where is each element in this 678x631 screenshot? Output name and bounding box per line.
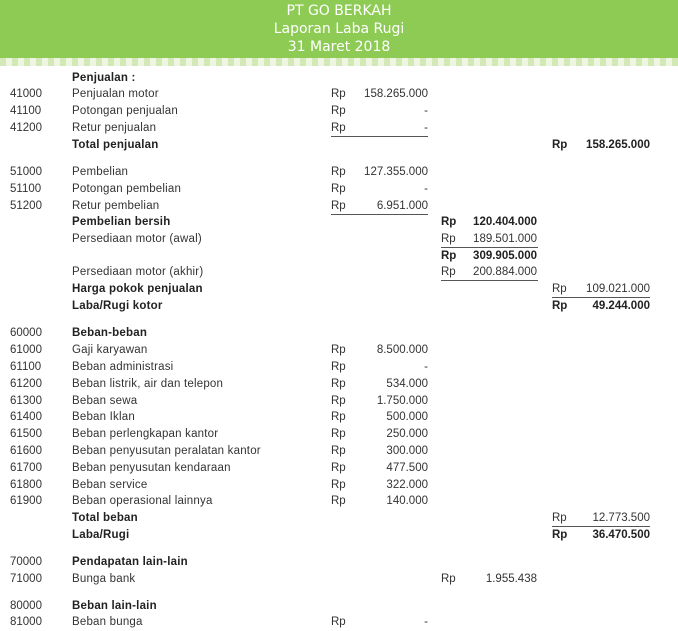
amount: 1.955.438 [485, 573, 537, 585]
row-label: Beban penyusutan kendaraan [72, 462, 231, 474]
account-code: 41200 [10, 122, 42, 134]
currency-label: Rp [331, 462, 346, 474]
amount: - [424, 183, 428, 195]
subtotal-row [0, 264, 678, 281]
row-label: Penjualan motor [72, 88, 159, 100]
account-row [0, 614, 678, 631]
account-row [0, 181, 678, 198]
row-label: Beban-beban [72, 327, 148, 339]
row-label: Beban penyusutan peralatan kantor [72, 445, 261, 457]
currency-label: Rp [331, 428, 346, 440]
currency-label: Rp [331, 445, 346, 457]
amount: 109.021.000 [586, 283, 650, 295]
currency-label: Rp [331, 105, 346, 117]
amount: - [424, 361, 428, 373]
row-label: Beban listrik, air dan telepon [72, 378, 224, 390]
currency-label: Rp [331, 183, 346, 195]
row-label: Beban operasional lainnya [72, 495, 213, 507]
account-row [0, 409, 678, 426]
total-row [0, 527, 678, 544]
currency-label: Rp [331, 361, 346, 373]
account-code: 80000 [10, 600, 42, 612]
row-label: Persediaan motor (akhir) [72, 266, 204, 278]
currency-label: Rp [441, 233, 456, 245]
amount: 309.905.000 [473, 250, 537, 262]
account-row [0, 342, 678, 359]
amount: - [424, 105, 428, 117]
account-code: 61000 [10, 344, 42, 356]
row-label: Penjualan : [72, 72, 136, 84]
section-heading [0, 554, 678, 571]
account-row [0, 393, 678, 410]
amount: 200.884.000 [473, 266, 537, 278]
currency-label: Rp [552, 512, 567, 524]
report-date: 31 Maret 2018 [287, 39, 391, 55]
row-label: Beban service [72, 479, 148, 491]
row-label: Beban sewa [72, 395, 138, 407]
row-label: Gaji karyawan [72, 344, 148, 356]
account-row [0, 571, 678, 588]
amount: 12.773.500 [592, 512, 650, 524]
row-label: Beban bunga [72, 616, 143, 628]
account-code: 61400 [10, 411, 42, 423]
currency-label: Rp [331, 479, 346, 491]
currency-label: Rp [331, 395, 346, 407]
currency-label: Rp [552, 300, 568, 312]
currency-label: Rp [441, 573, 456, 585]
account-row [0, 164, 678, 181]
currency-label: Rp [331, 200, 346, 212]
amount: 1.750.000 [376, 395, 428, 407]
amount: 158.265.000 [364, 88, 428, 100]
section-heading [0, 325, 678, 342]
row-label: Pendapatan lain-lain [72, 556, 188, 568]
company-name: PT GO BERKAH [286, 3, 392, 19]
total-row [0, 298, 678, 315]
account-row [0, 376, 678, 393]
account-code: 61700 [10, 462, 42, 474]
account-row [0, 198, 678, 215]
account-row [0, 426, 678, 443]
row-label: Potongan penjualan [72, 105, 178, 117]
currency-label: Rp [441, 216, 457, 228]
amount: 322.000 [386, 479, 428, 491]
account-row [0, 86, 678, 103]
account-row [0, 103, 678, 120]
account-code: 61200 [10, 378, 42, 390]
currency-label: Rp [331, 166, 346, 178]
amount: 250.000 [386, 428, 428, 440]
currency-label: Rp [552, 283, 567, 295]
currency-label: Rp [441, 266, 456, 278]
account-code: 41000 [10, 88, 42, 100]
amount: 534.000 [386, 378, 428, 390]
account-row [0, 460, 678, 477]
row-label: Beban lain-lain [72, 600, 157, 612]
row-label: Beban administrasi [72, 361, 174, 373]
row-label: Harga pokok penjualan [72, 283, 203, 295]
row-label: Laba/Rugi kotor [72, 300, 163, 312]
account-code: 61800 [10, 479, 42, 491]
account-code: 61900 [10, 495, 42, 507]
account-code: 70000 [10, 556, 42, 568]
row-label: Total beban [72, 512, 138, 524]
account-row [0, 443, 678, 460]
total-row [0, 137, 678, 154]
section-heading [0, 70, 678, 87]
currency-label: Rp [331, 616, 346, 628]
currency-label: Rp [441, 250, 457, 262]
account-row [0, 493, 678, 510]
account-code: 81000 [10, 616, 42, 628]
section-heading [0, 598, 678, 615]
row-label: Beban Iklan [72, 411, 135, 423]
row-label: Laba/Rugi [72, 529, 130, 541]
row-label: Beban perlengkapan kantor [72, 428, 219, 440]
amount: - [424, 122, 428, 134]
amount: 189.501.000 [473, 233, 537, 245]
account-code: 51000 [10, 166, 42, 178]
amount: 477.500 [386, 462, 428, 474]
amount: 140.000 [386, 495, 428, 507]
amount: 8.500.000 [376, 344, 428, 356]
amount: 36.470.500 [592, 529, 650, 541]
account-code: 60000 [10, 327, 42, 339]
account-code: 51200 [10, 200, 42, 212]
amount: 500.000 [386, 411, 428, 423]
account-row [0, 359, 678, 376]
total-row [0, 510, 678, 527]
account-code: 41100 [10, 105, 42, 117]
account-code: 61500 [10, 428, 42, 440]
subtotal-row [0, 214, 678, 231]
account-row [0, 477, 678, 494]
amount: 49.244.000 [592, 300, 650, 312]
subtotal-row [0, 231, 678, 248]
currency-label: Rp [331, 411, 346, 423]
currency-label: Rp [331, 495, 346, 507]
row-label: Retur pembelian [72, 200, 160, 212]
currency-label: Rp [552, 529, 568, 541]
account-code: 61300 [10, 395, 42, 407]
account-code: 71000 [10, 573, 42, 585]
row-label: Bunga bank [72, 573, 136, 585]
currency-label: Rp [331, 344, 346, 356]
account-code: 61600 [10, 445, 42, 457]
currency-label: Rp [331, 122, 346, 134]
currency-label: Rp [552, 139, 568, 151]
amount: 300.000 [386, 445, 428, 457]
row-label: Pembelian [72, 166, 129, 178]
total-row [0, 281, 678, 298]
amount: 158.265.000 [586, 139, 650, 151]
amount: 120.404.000 [473, 216, 537, 228]
amount: - [424, 616, 428, 628]
row-label: Pembelian bersih [72, 216, 171, 228]
account-code: 61100 [10, 361, 42, 373]
amount: 6.951.000 [376, 200, 428, 212]
account-code: 51100 [10, 183, 42, 195]
report-title: Laporan Laba Rugi [273, 21, 405, 37]
subtotal-row [0, 248, 678, 265]
row-label: Retur penjualan [72, 122, 157, 134]
account-row [0, 120, 678, 137]
row-label: Total penjualan [72, 139, 159, 151]
currency-label: Rp [331, 88, 346, 100]
amount: 127.355.000 [364, 166, 428, 178]
row-label: Persediaan motor (awal) [72, 233, 202, 245]
currency-label: Rp [331, 378, 346, 390]
row-label: Potongan pembelian [72, 183, 182, 195]
